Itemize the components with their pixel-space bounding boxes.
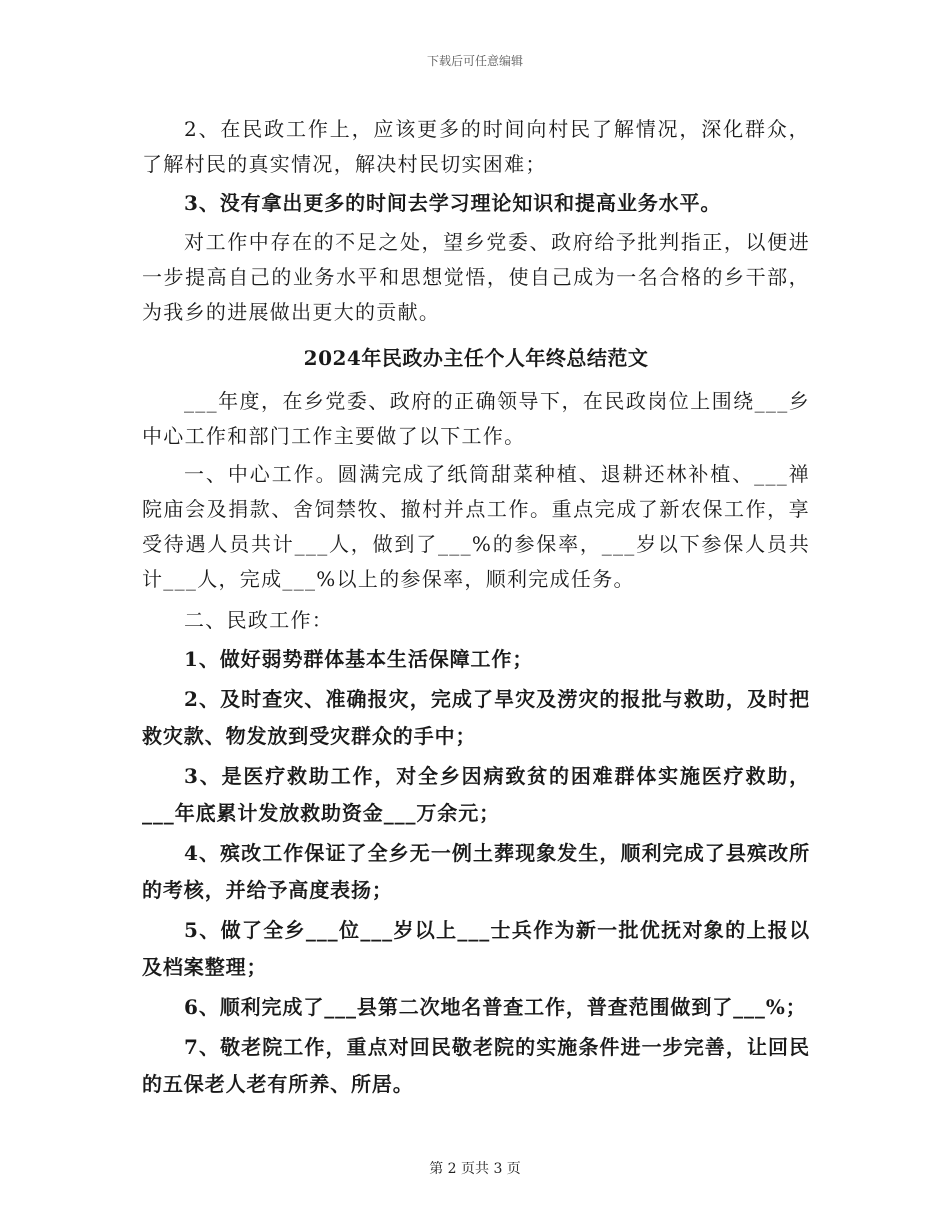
list-item-7: 7、敬老院工作，重点对回民敬老院的实施条件进一步完善，让回民的五保老人老有所养、所居。 <box>142 1035 810 1096</box>
paragraph-civil-work-heading: 二、民政工作： <box>184 608 334 632</box>
page-header: 下载后可任意编辑 <box>426 54 523 68</box>
document-title: 2024年民政办主任个人年终总结范文 <box>303 346 649 370</box>
paragraph-intro: ___年度，在乡党委、政府的正确领导下，在民政岗位上围绕___乡中心工作和部门工作主要做了以下工作。 <box>142 389 810 448</box>
page-footer: 第 2 页共 3 页 <box>429 1161 521 1177</box>
list-item-1: 1、做好弱势群体基本生活保障工作； <box>184 647 534 671</box>
list-item-5: 5、做了全乡___位___岁以上___士兵作为新一批优抚对象的上报以及档案整理； <box>142 918 810 979</box>
paragraph-shortcomings: 对工作中存在的不足之处，望乡党委、政府给予批判指正，以便进一步提高自己的业务水平和思想觉悟，使自己成为一名合格的乡干部，为我乡的进展做出更大的贡献。 <box>142 230 810 324</box>
list-item-2: 2、及时查灾、准确报灾，完成了旱灾及涝灾的报批与救助，及时把救灾款、物发放到受灾群众的手中； <box>142 687 810 748</box>
list-item-3: 3、是医疗救助工作，对全乡因病致贫的困难群体实施医疗救助，___年底累计发放救助资金___万余元； <box>142 764 810 825</box>
paragraph-study-3: 3、没有拿出更多的时间去学习理论知识和提高业务水平。 <box>184 191 722 215</box>
paragraph-civil-affairs-2: 2、在民政工作上，应该更多的时间向村民了解情况，深化群众，了解村民的真实情况，解决村民切实困难； <box>142 117 810 176</box>
document-body <box>142 112 810 1103</box>
list-item-6: 6、顺利完成了___县第二次地名普查工作，普查范围做到了___%； <box>184 995 807 1019</box>
paragraph-center-work: 一、中心工作。圆满完成了纸筒甜菜种植、退耕还林补植、___禅院庙会及捐款、舍饲禁牧、撤村并点工作。重点完成了新农保工作，享受待遇人员共计___人，做到了___%的参保率，___岁以下参保人员共计___人，完成___%以上的参保率，顺利完成任务。 <box>142 462 810 591</box>
list-item-4: 4、殡改工作保证了全乡无一例土葬现象发生，顺利完成了县殡改所的考核，并给予高度表扬； <box>142 841 810 902</box>
